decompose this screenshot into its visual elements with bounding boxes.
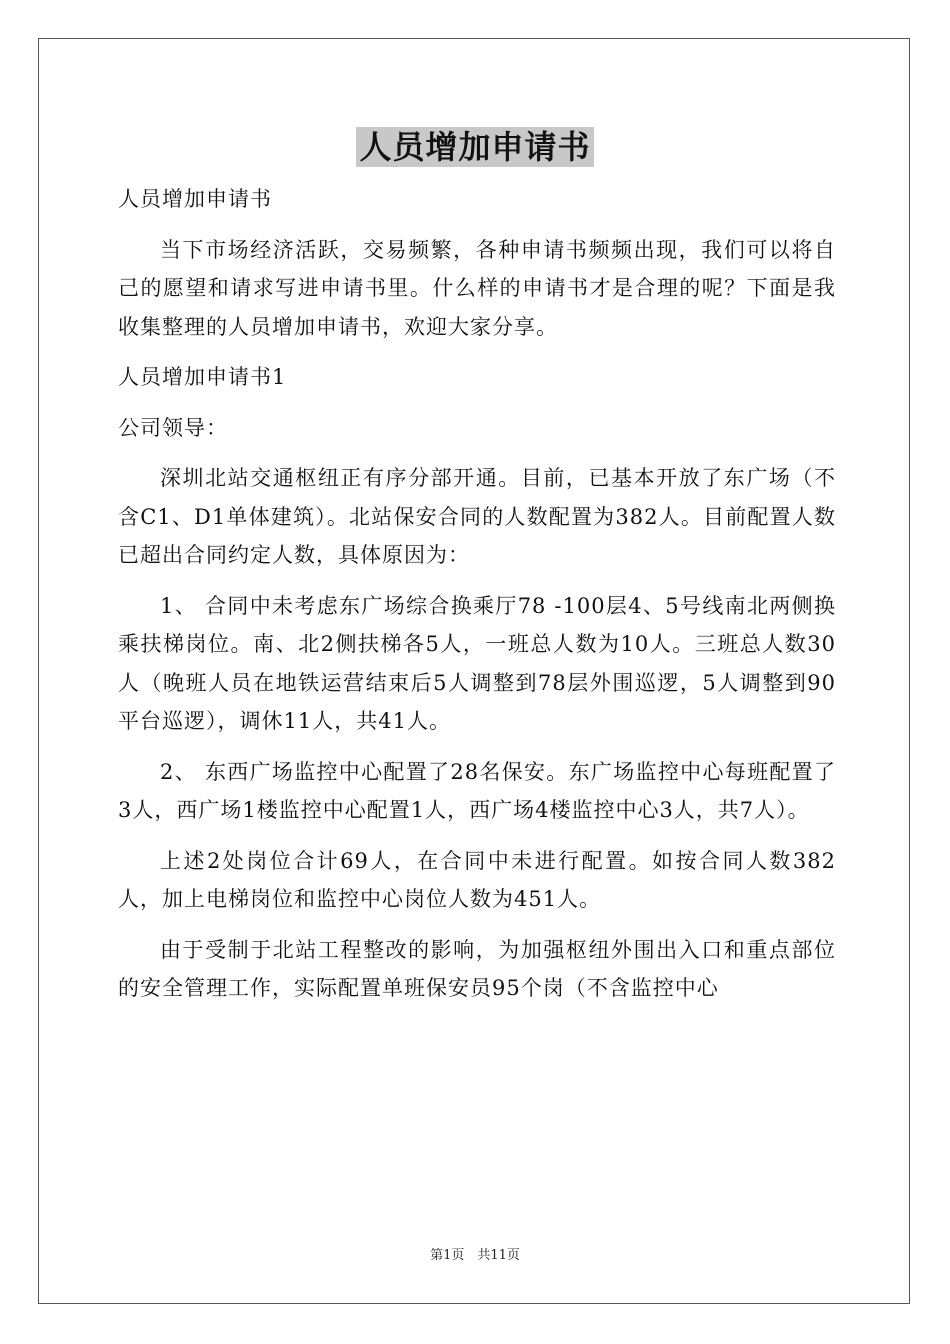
paragraph-subheading: 人员增加申请书1 (118, 365, 287, 389)
paragraph-reason: 由于受制于北站工程整改的影响，为加强枢纽外围出入口和重点部位的安全管理工作，实际配置单班保安员95个岗（不含监控中心 (118, 937, 836, 1000)
page-footer: 第1页 共11页 (430, 1248, 520, 1263)
paragraph-summary: 上述2处岗位合计69人，在合同中未进行配置。如按合同人数382人，加上电梯岗位和监控中心岗位人数为451人。 (118, 848, 836, 911)
document-title: 人员增加申请书 (356, 127, 593, 167)
paragraph-salutation: 公司领导： (118, 415, 228, 440)
paragraph-item-1: 1、 合同中未考虑东广场综合换乘厅78 -100层4、5号线南北两侧换乘扶梯岗位。南、北2侧扶梯各5人，一班总人数为10人。三班总人数30人（晚班人员在地铁运营结束后5人调整到78层外围巡逻，5人调整到90平台巡逻），调休11人，共41人。 (118, 593, 836, 733)
paragraph-heading: 人员增加申请书 (118, 187, 272, 211)
document-body (118, 180, 836, 1008)
paragraph-item-2: 2、 东西广场监控中心配置了28名保安。东广场监控中心每班配置了3人，西广场1楼监控中心配置1人，西广场4楼监控中心3人，共7人）。 (118, 759, 836, 822)
paragraph-background: 深圳北站交通枢纽正有序分部开通。目前，已基本开放了东广场（不含C1、D1单体建筑）。北站保安合同的人数配置为382人。目前配置人数已超出合同约定人数，具体原因为： (118, 466, 836, 567)
paragraph-intro: 当下市场经济活跃，交易频繁，各种申请书频频出现，我们可以将自己的愿望和请求写进申请书里。什么样的申请书才是合理的呢？下面是我收集整理的人员增加申请书，欢迎大家分享。 (118, 237, 836, 339)
title-wrap (0, 127, 950, 167)
